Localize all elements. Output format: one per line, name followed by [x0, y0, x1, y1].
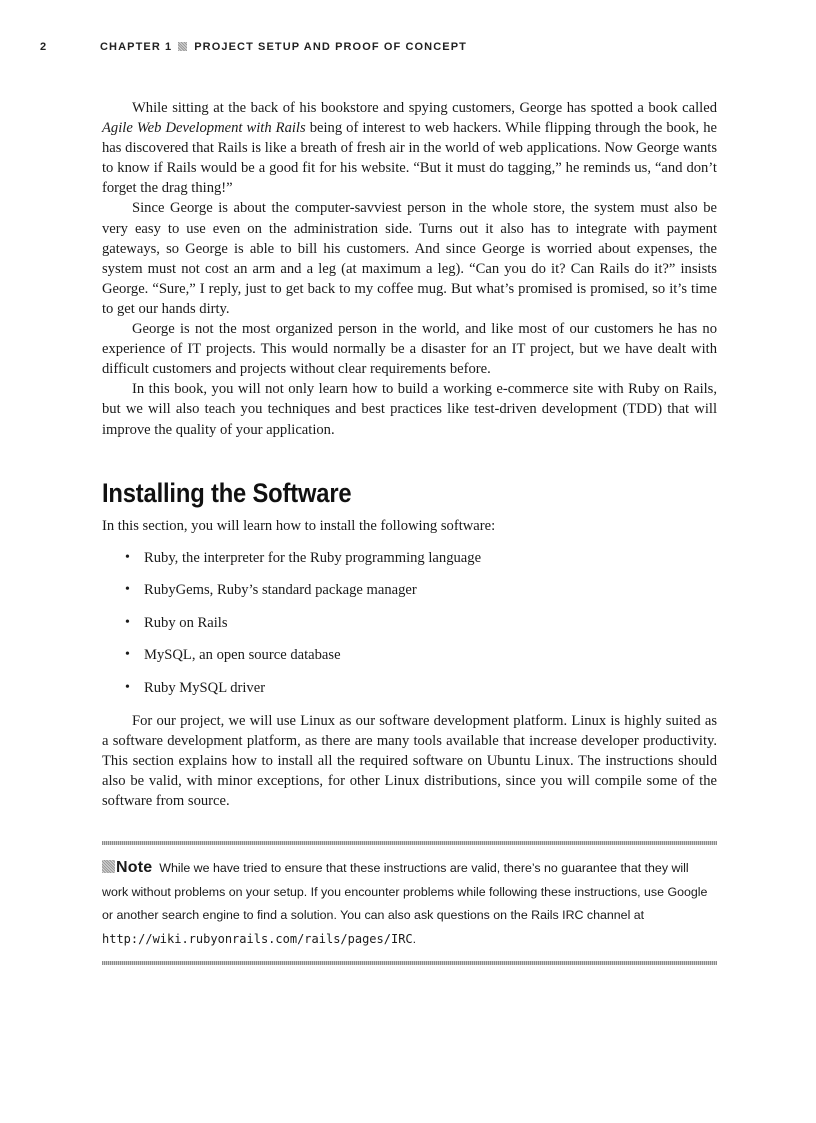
intro-paragraph-1-text-a: While sitting at the back of his bookstore and spying customers, George has spotted a book called [132, 100, 717, 116]
list-item-text: Ruby on Rails [144, 614, 228, 631]
list-item-text: Ruby MySQL driver [144, 680, 266, 697]
list-item [102, 548, 717, 581]
list-item [102, 580, 717, 613]
intro-paragraph-4: In this book, you will not only learn how to build a working e-commerce site with Ruby on Rails, but we will also teach you techniques and best practices like test-driven development (TDD) that will improve the quality of your application. [102, 381, 717, 438]
note-label: Note [116, 859, 153, 876]
closing-paragraph: For our project, we will use Linux as our software development platform. Linux is highly suited as a software development platform, as there are many tools available that increase developer productivity. This section explains how to install all the required software on Ubuntu Linux. The instructions should also be valid, with minor exceptions, for other Linux distributions, since you will compile some of the software from source. [102, 712, 717, 810]
bullet-icon: • [125, 549, 130, 565]
section-heading: Installing the Software [102, 477, 352, 508]
bullet-icon: • [125, 582, 130, 598]
page-number: 2 [40, 41, 48, 53]
chapter-heading [100, 41, 467, 53]
list-item-text: RubyGems, Ruby’s standard package manager [144, 582, 417, 599]
note-body: While we have tried to ensure that these instructions are valid, there’s no guarantee that they will work without problems on your setup. If you encounter problems while following these instructions, use Google or another search engine to find a solution. You can also ask questions on the Rails IRC channel at [102, 861, 708, 922]
list-item [102, 678, 717, 711]
page-body [102, 98, 717, 811]
running-head [40, 41, 776, 57]
software-list [102, 548, 717, 711]
chapter-label: CHAPTER 1 [100, 41, 173, 53]
intro-paragraph-3: George is not the most organized person in the world, and like most of our customers he has no experience of IT projects. This would normally be a disaster for an IT project, but we have dealt with difficult customers and projects without clear requirements before. [102, 321, 717, 378]
list-item [102, 613, 717, 646]
chapter-separator-icon [178, 42, 187, 51]
chapter-title: PROJECT SETUP AND PROOF OF CONCEPT [194, 41, 467, 53]
section-lead: In this section, you will learn how to install the following software: [102, 517, 496, 534]
note-text [102, 856, 717, 951]
bullet-icon: • [125, 647, 130, 663]
list-item-text: Ruby, the interpreter for the Ruby programming language [144, 549, 482, 566]
list-item [102, 645, 717, 678]
note-icon [102, 860, 115, 873]
list-item-text: MySQL, an open source database [144, 647, 341, 664]
note-bottom-rule [102, 961, 717, 965]
intro-paragraph-2: Since George is about the computer-savviest person in the whole store, the system must also be very easy to use even on the administration side. Turns out it also has to integrate with payment gateways, so George is able to bill his customers. And since George is worried about expenses, the system must not cost an arm and a leg (at maximum a leg). “Can you do it? Can Rails do it?” insists George. “Sure,” I reply, just to get back to my coffee mug. But what’s promised is promised, so it’s time to get our hands dirty. [102, 200, 717, 317]
book-title-emphasis: Agile Web Development with Rails [102, 120, 306, 137]
note-url-link[interactable]: http://wiki.rubyonrails.com/rails/pages/IRC [102, 931, 413, 946]
note-url-suffix: . [412, 931, 417, 946]
bullet-icon: • [125, 680, 130, 696]
note-box [102, 841, 717, 965]
intro-paragraph-1-text-b: being of interest to web hackers. While flipping through the book, he has discovered that Rails is like a breath of fresh air in the world of web applications. Now George wants to know if Rails would be a good fit for his website. “But it must do tagging,” he reminds us, “and don’t forget the drag thing!” [102, 120, 717, 197]
note-top-rule [102, 841, 717, 845]
intro-paragraph-1 [102, 98, 717, 198]
bullet-icon: • [125, 614, 130, 630]
